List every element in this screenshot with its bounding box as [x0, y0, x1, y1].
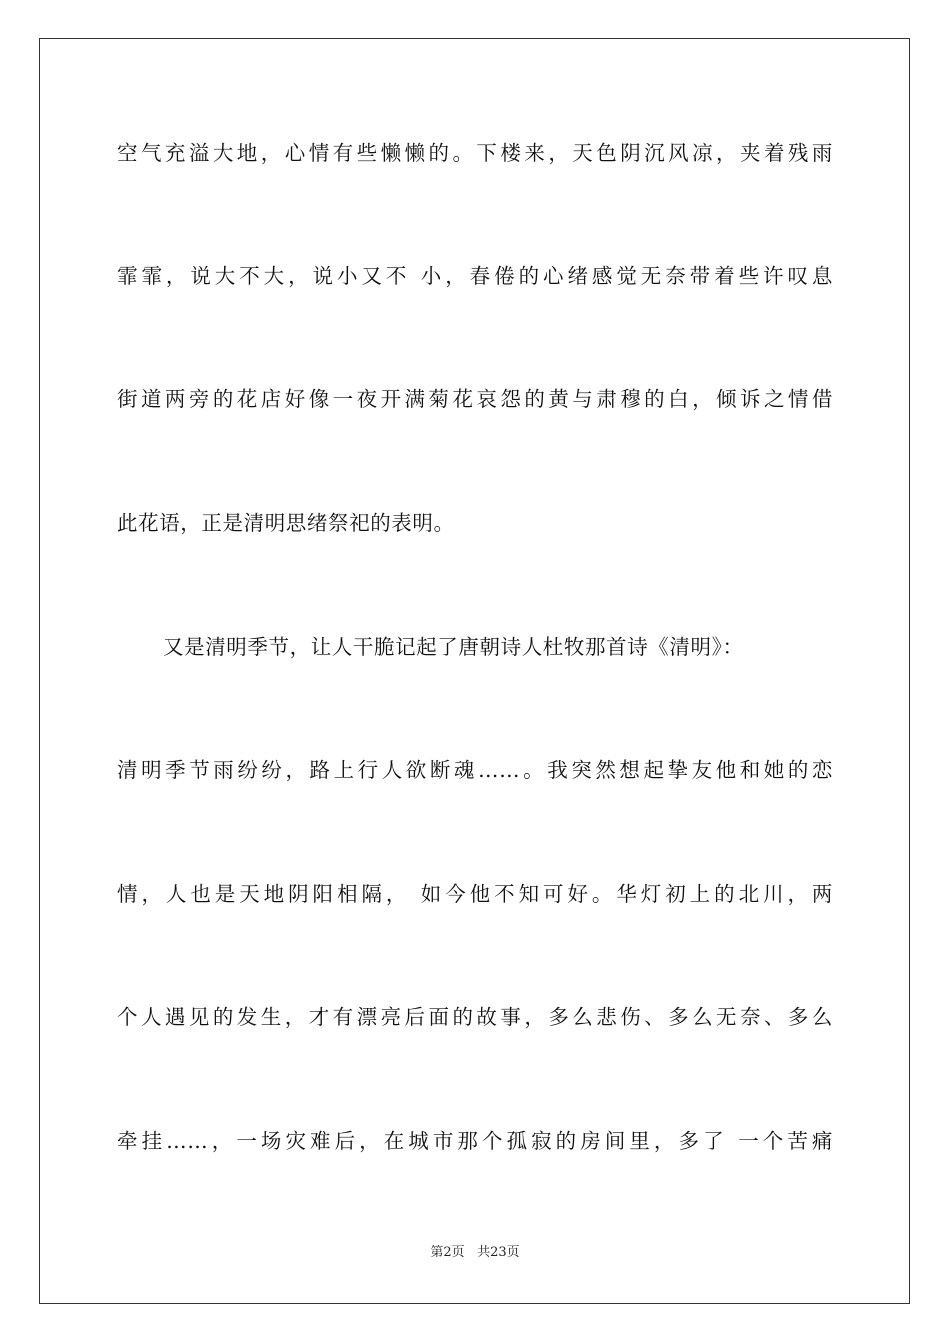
- page-number: 第2页: [430, 1245, 465, 1260]
- paragraph-line: 空气充溢大地，心情有些懒懒的。下楼来，天色阴沉风凉，夹着残雨: [117, 141, 833, 165]
- paragraph-first-line: 又是清明季节，让人干脆记起了唐朝诗人杜牧那首诗《清明》：: [163, 635, 744, 659]
- paragraph-line: 街道两旁的花店好像一夜开满菊花哀怨的黄与肃穆的白，倾诉之情借: [117, 387, 833, 411]
- paragraph-line: 个人遇见的发生，才有漂亮后面的故事，多么悲伤、多么无奈、多么: [117, 1005, 833, 1029]
- paragraph-line: 清明季节雨纷纷，路上行人欲断魂……。我突然想起挚友他和她的恋: [117, 758, 833, 782]
- paragraph-line: 牵挂……，一场灾难后，在城市那个孤寂的房间里，多了 一个苦痛: [117, 1129, 833, 1153]
- page-footer: [0, 1244, 950, 1262]
- paragraph-line: 此花语，正是清明思绪祭祀的表明。: [117, 511, 455, 535]
- page-border: [39, 38, 910, 1304]
- page-total: 共23页: [477, 1245, 520, 1260]
- paragraph-line: 霏霏，说大不大，说小又不 小，春倦的心绪感觉无奈带着些许叹息: [117, 264, 833, 288]
- paragraph-line: 情，人也是天地阴阳相隔， 如今他不知可好。华灯初上的北川，两: [117, 882, 833, 906]
